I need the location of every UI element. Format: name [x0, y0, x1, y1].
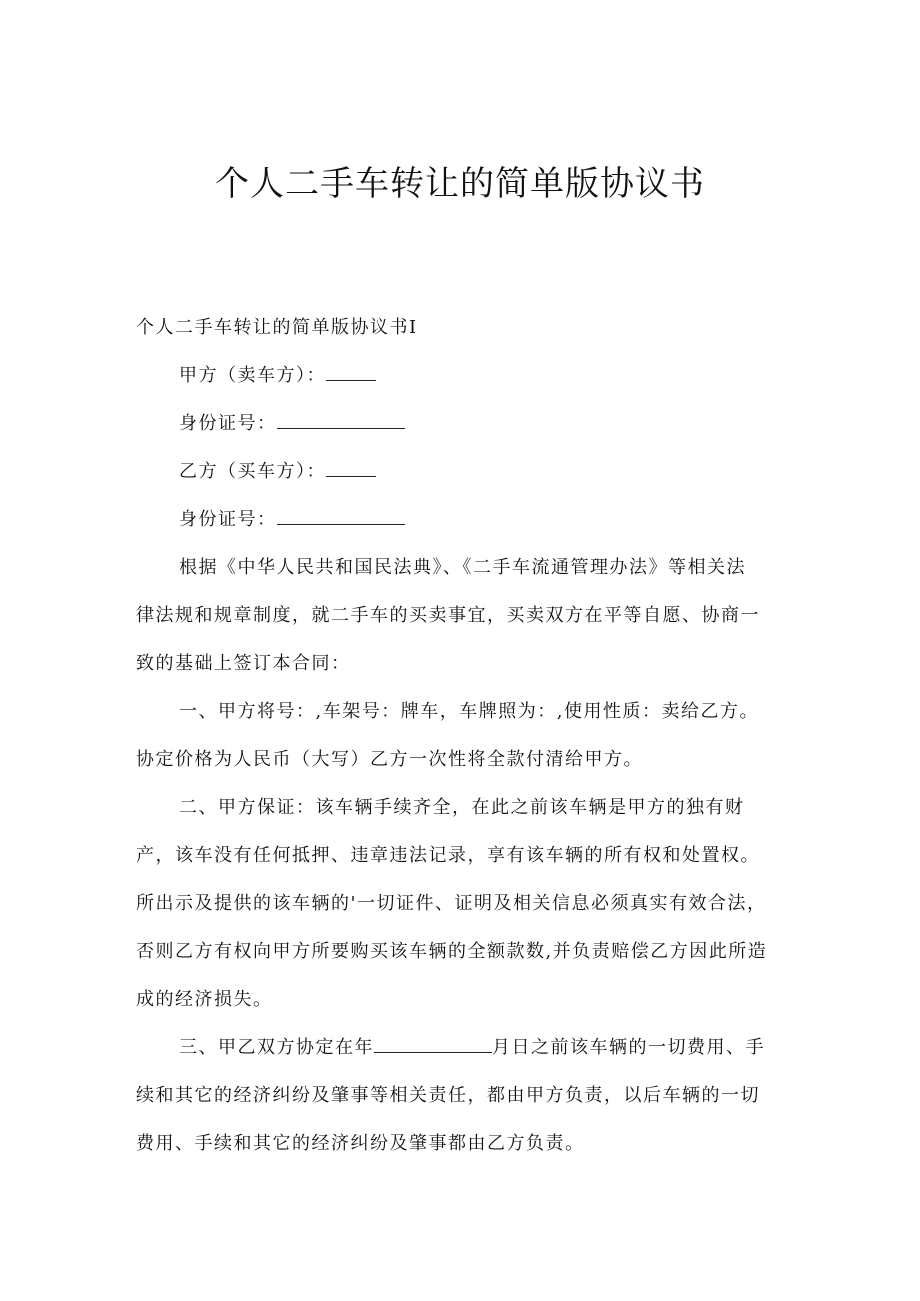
party-a-line	[136, 352, 788, 400]
preamble-paragraph	[136, 544, 788, 688]
clause-1-paragraph	[136, 688, 788, 784]
clause-2-line-1: 二、甲方保证：该车辆手续齐全，在此之前该车辆是甲方的独有财	[179, 797, 745, 818]
clause-2-line-2: 产，该车没有任何抵押、违章违法记录，享有该车辆的所有权和处置权。	[136, 845, 760, 866]
party-b-line	[136, 448, 788, 496]
party-b-id-line	[136, 496, 788, 544]
clause-3-paragraph	[136, 1024, 788, 1168]
clause-3-text-after-blank: 月日之前该车辆的一切费用、手	[492, 1037, 765, 1058]
party-b-id-blank	[277, 510, 405, 525]
clause-2-line-4: 否则乙方有权向甲方所要购买该车辆的全额款数,并负责赔偿乙方因此所造	[136, 941, 768, 962]
party-a-id-label: 身份证号：	[179, 413, 277, 434]
clause-2-line-5: 成的经济损失。	[136, 989, 273, 1010]
preamble-line-3: 致的基础上签订本合同：	[136, 653, 351, 674]
clause-3-text-before-blank: 三、甲乙双方协定在年	[179, 1037, 374, 1058]
preamble-line-1: 根据《中华人民共和国民法典》、《二手车流通管理办法》等相关法	[179, 557, 746, 578]
party-a-blank	[326, 366, 376, 381]
party-a-id-blank	[277, 414, 405, 429]
party-b-id-label: 身份证号：	[179, 509, 277, 530]
clause-3-line-2: 续和其它的经济纠纷及肇事等相关责任，都由甲方负责，以后车辆的一切	[136, 1085, 760, 1106]
party-a-label: 甲方（卖车方）：	[179, 365, 326, 386]
clause-1-line-2: 协定价格为人民币（大写）乙方一次性将全款付清给甲方。	[136, 749, 643, 770]
clause-3-date-blank	[374, 1038, 492, 1053]
preamble-line-2: 律法规和规章制度，就二手车的买卖事宜，买卖双方在平等自愿、协商一	[136, 605, 760, 626]
document-title: 个人二手车转让的简单版协议书	[215, 164, 705, 204]
document-subtitle: 个人二手车转让的简单版协议书Ⅰ	[136, 317, 418, 338]
clause-2-paragraph	[136, 784, 788, 1024]
party-a-id-line	[136, 400, 788, 448]
clause-3-line-1	[136, 1024, 788, 1072]
clause-2-line-3: 所出示及提供的该车辆的'一切证件、证明及相关信息必须真实有效合法，	[136, 893, 767, 914]
party-b-blank	[326, 462, 376, 477]
clause-3-line-3: 费用、手续和其它的经济纠纷及肇事都由乙方负责。	[136, 1133, 585, 1154]
document-body	[136, 304, 788, 1168]
clause-1-line-1: 一、甲方将号：,车架号：牌车，车牌照为：,使用性质：卖给乙方。	[179, 701, 759, 722]
party-b-label: 乙方（买车方）：	[179, 461, 326, 482]
